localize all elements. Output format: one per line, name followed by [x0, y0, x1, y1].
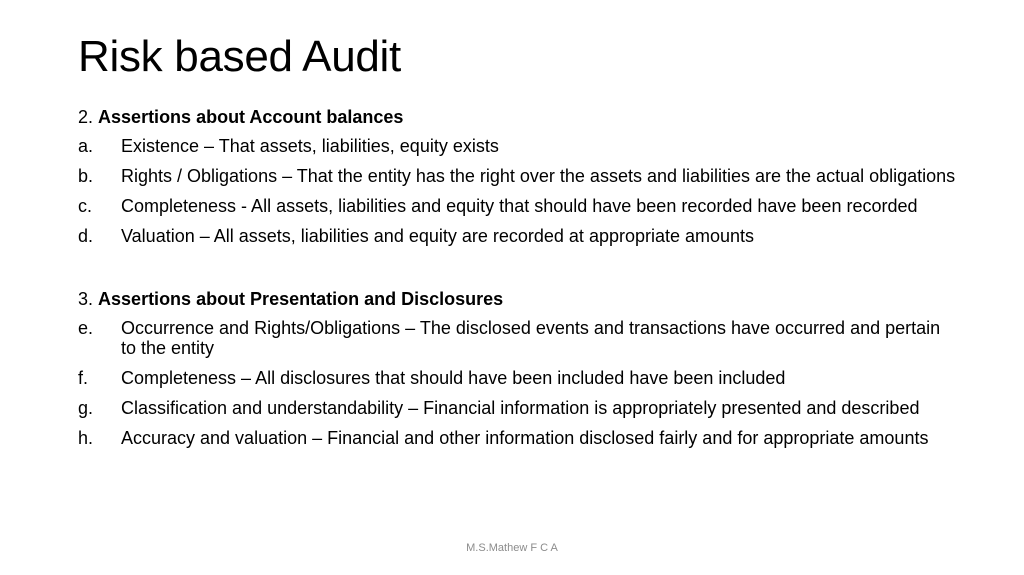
list-item-occurrence: [78, 318, 958, 358]
list-item-text: Rights / Obligations – That the entity has the right over the assets and liabilities are the actual obligations: [121, 166, 956, 186]
account-balances-list: [78, 136, 958, 246]
section-heading-presentation-disclosures: [78, 289, 958, 309]
section-spacer: [78, 256, 958, 289]
section-heading-account-balances: [78, 107, 958, 127]
list-item-completeness: [78, 196, 958, 216]
list-marker: b.: [78, 166, 94, 186]
section-heading-text: Assertions about Presentation and Disclosures: [98, 289, 504, 309]
presentation-disclosures-list: [78, 318, 958, 448]
section-number: 3.: [78, 289, 94, 309]
section-heading-text: Assertions about Account balances: [98, 107, 404, 127]
slide-footer: M.S.Mathew F C A: [466, 542, 558, 554]
list-marker: d.: [78, 226, 94, 246]
list-marker: g.: [78, 398, 94, 418]
list-item-text: Completeness – All disclosures that should have been included have been included: [121, 368, 786, 388]
slide-title: Risk based Audit: [78, 32, 401, 81]
list-marker: h.: [78, 428, 94, 448]
list-item-classification: [78, 398, 958, 418]
list-item-text: Occurrence and Rights/Obligations – The disclosed events and transactions have occurred and pertain to the entity: [121, 318, 941, 358]
section-number: 2.: [78, 107, 94, 127]
list-item-text: Accuracy and valuation – Financial and other information disclosed fairly and for appropriate amounts: [121, 428, 929, 448]
list-item-accuracy-valuation: [78, 428, 958, 448]
list-item-valuation: [78, 226, 958, 246]
list-item-rights-obligations: [78, 166, 958, 186]
list-item-text: Existence – That assets, liabilities, equity exists: [121, 136, 499, 156]
list-marker: c.: [78, 196, 93, 216]
list-marker: a.: [78, 136, 94, 156]
list-marker: f.: [78, 368, 89, 388]
list-item-text: Classification and understandability – Financial information is appropriately presented and described: [121, 398, 920, 418]
slide-content: [78, 107, 958, 458]
list-item-existence: [78, 136, 958, 156]
list-item-text: Completeness - All assets, liabilities and equity that should have been recorded have been recorded: [121, 196, 918, 216]
list-marker: e.: [78, 318, 94, 338]
list-item-completeness-disclosures: [78, 368, 958, 388]
list-item-text: Valuation – All assets, liabilities and equity are recorded at appropriate amounts: [121, 226, 755, 246]
